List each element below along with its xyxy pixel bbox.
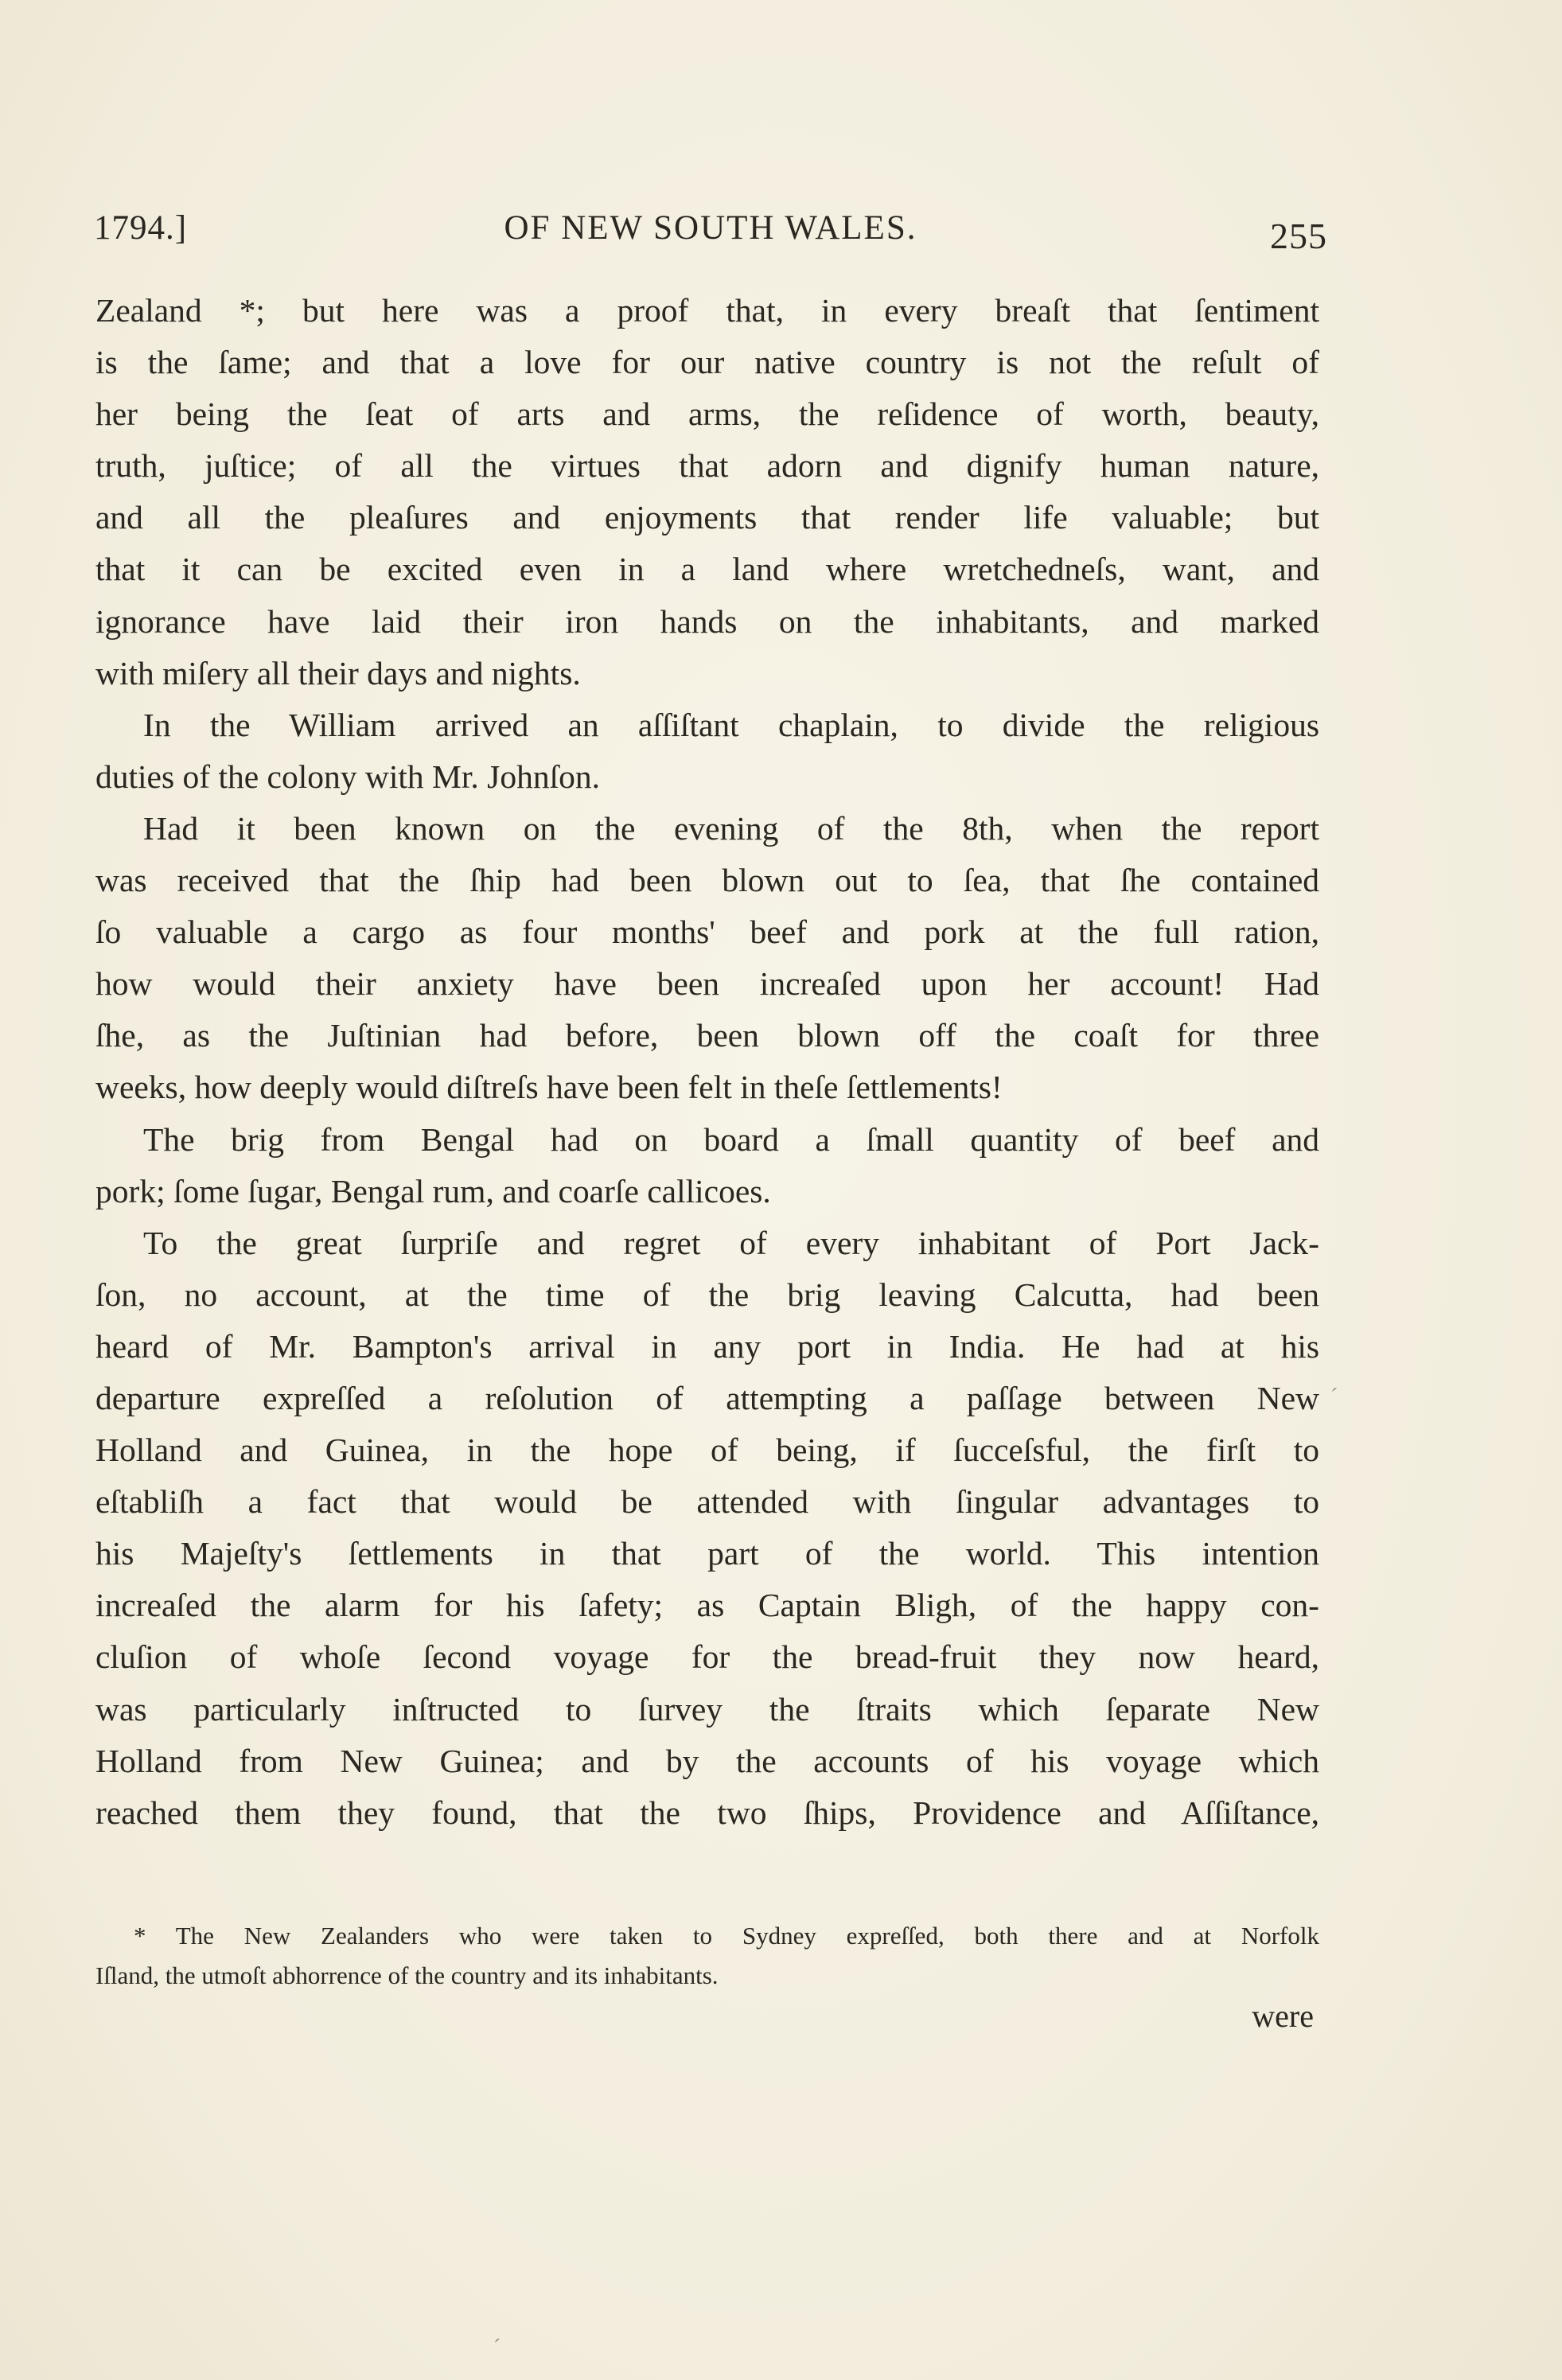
- text-line: ſon, no account, at the time of the brig leaving Calcutta, had been: [95, 1276, 1319, 1313]
- footnote-line: * The New Zealanders who were taken to Sydney expreſſed, both there and at Norfolk: [134, 1922, 1319, 1950]
- text-line: departure expreſſed a reſolution of attempting a paſſage between New: [95, 1379, 1319, 1416]
- text-line: ſhe, as the Juſtinian had before, been blown off the coaſt for three: [95, 1017, 1319, 1054]
- stray-mark: ˊ: [493, 2335, 501, 2360]
- stray-mark: ˊ: [1330, 1385, 1338, 1409]
- running-title: OF NEW SOUTH WALES.: [504, 209, 917, 247]
- paragraph-start-line: To the great ſurpriſe and regret of every inhabitant of Port Jack-: [143, 1224, 1319, 1261]
- text-line: truth, juſtice; of all the virtues that adorn and dignify human nature,: [95, 447, 1319, 485]
- paragraph-start-line: Had it been known on the evening of the 8th, when the report: [143, 809, 1319, 847]
- footnote: [95, 1916, 1319, 1996]
- text-line: was particularly inſtructed to ſurvey the ſtraits which ſeparate New: [95, 1690, 1319, 1728]
- text-line: Holland from New Guinea; and by the accounts of his voyage which: [95, 1742, 1319, 1779]
- text-line: ſo valuable a cargo as four months' beef and pork at the full ration,: [95, 913, 1319, 951]
- text-line: Zealand *; but here was a proof that, in every breaſt that ſentiment: [95, 292, 1319, 329]
- body-text: [95, 285, 1319, 1839]
- catchword: were: [1252, 1998, 1314, 2034]
- text-line: with miſery all their days and nights.: [95, 654, 581, 691]
- text-line: Holland and Guinea, in the hope of being, if ſucceſsful, the firſt to: [95, 1432, 1319, 1469]
- text-line: weeks, how deeply would diſtreſs have been felt in theſe ſettlements!: [95, 1069, 1003, 1106]
- text-line: that it can be excited even in a land where wretchedneſs, want, and: [95, 551, 1319, 588]
- page-number: 255: [1270, 216, 1327, 256]
- text-line: pork; ſome ſugar, Bengal rum, and coarſe callicoes.: [95, 1172, 771, 1209]
- paragraph-start-line: In the William arrived an aſſiſtant chaplain, to divide the religious: [143, 706, 1319, 743]
- paragraph-start-line: The brig from Bengal had on board a ſmall quantity of beef and: [143, 1120, 1319, 1158]
- text-line: his Majeſty's ſettlements in that part of the world. This intention: [95, 1535, 1319, 1572]
- text-line: heard of Mr. Bampton's arrival in any port in India. He had at his: [95, 1327, 1319, 1365]
- running-header: [94, 208, 1327, 256]
- text-line: reached them they found, that the two ſhips, Providence and Aſſiſtance,: [95, 1794, 1319, 1831]
- footnote-line: Iſland, the utmoſt abhorrence of the country and its inhabitants.: [95, 1961, 719, 1989]
- text-line: eſtabliſh a fact that would be attended with ſingular advantages to: [95, 1483, 1319, 1521]
- text-line: her being the ſeat of arts and arms, the reſidence of worth, beauty,: [95, 395, 1319, 433]
- text-line: ignorance have laid their iron hands on the inhabitants, and marked: [95, 602, 1319, 640]
- text-line: and all the pleaſures and enjoyments that render life valuable; but: [95, 499, 1319, 536]
- text-line: duties of the colony with Mr. Johnſon.: [95, 758, 600, 795]
- text-line: cluſion of whoſe ſecond voyage for the bread-fruit they now heard,: [95, 1638, 1319, 1676]
- text-line: was received that the ſhip had been blown out to ſea, that ſhe contained: [95, 862, 1319, 899]
- text-line: increaſed the alarm for his ſafety; as Captain Bligh, of the happy con-: [95, 1587, 1319, 1624]
- header-year: 1794.]: [94, 209, 188, 247]
- text-line: is the ſame; and that a love for our native country is not the reſult of: [95, 344, 1319, 381]
- text-line: how would their anxiety have been increaſed upon her account! Had: [95, 965, 1319, 1003]
